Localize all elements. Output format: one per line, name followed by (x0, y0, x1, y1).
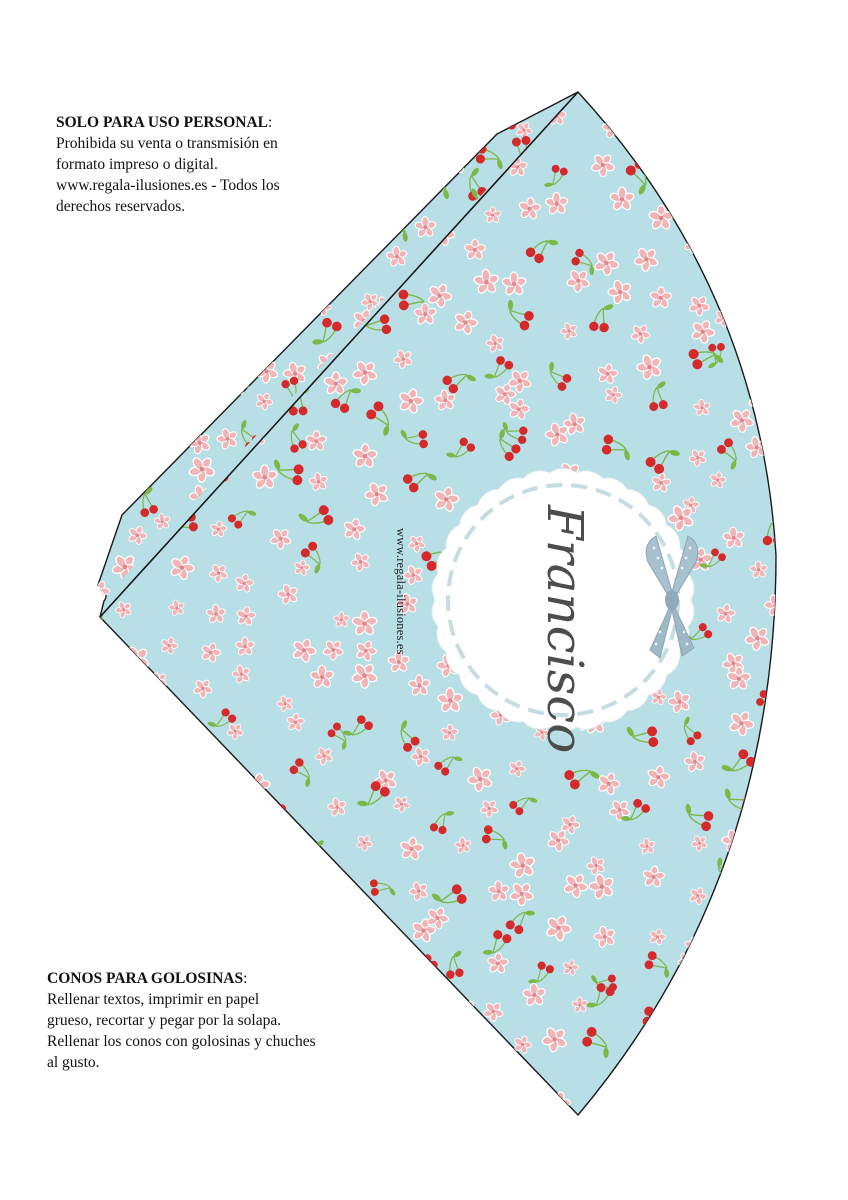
flower-icon (204, 876, 235, 907)
flower-icon (65, 625, 92, 653)
flower-icon (746, 265, 773, 292)
note-personal-line-4: derechos reservados. (56, 198, 186, 215)
flower-icon (242, 926, 277, 961)
flower-icon (69, 351, 101, 382)
flower-icon (317, 65, 354, 101)
flower-icon (117, 462, 149, 493)
cherry-icon (113, 265, 144, 299)
flower-icon (219, 325, 243, 349)
flower-icon (411, 987, 439, 1016)
cherry-icon (472, 75, 504, 104)
note-conos-line-2: grueso, recortar y pegar por la solapa. (47, 1012, 282, 1029)
cherry-icon (308, 261, 339, 290)
cherry-icon (98, 313, 130, 342)
cherry-icon (74, 515, 112, 555)
flower-icon (90, 487, 115, 511)
flower-icon (161, 788, 190, 816)
cherry-icon (516, 62, 547, 95)
flower-icon (187, 263, 223, 299)
flower-icon (431, 157, 452, 177)
flower-icon (143, 236, 173, 265)
flower-icon (152, 342, 184, 373)
flower-icon (314, 247, 344, 276)
flower-icon (276, 243, 306, 273)
flower-icon (78, 218, 112, 252)
flower-icon (668, 997, 686, 1015)
flower-icon (679, 1031, 714, 1065)
flower-icon (246, 249, 274, 277)
note-conos-line-3: Rellenar los conos con golosinas y chuches (47, 1033, 316, 1050)
flower-icon (96, 84, 124, 113)
flower-icon (224, 344, 245, 365)
flower-icon (694, 169, 715, 190)
cherry-icon (182, 320, 212, 347)
flower-icon (258, 918, 293, 953)
cherry-icon (109, 884, 140, 910)
flower-icon (753, 1064, 782, 1094)
flower-icon (183, 361, 208, 386)
cherry-icon (192, 229, 218, 259)
flower-icon (352, 1082, 375, 1105)
flower-icon (134, 375, 167, 407)
flower-icon (85, 445, 113, 472)
flower-icon (349, 79, 374, 104)
flower-icon (773, 241, 797, 266)
flower-icon (711, 212, 736, 237)
flower-icon (266, 845, 292, 871)
cherry-icon (764, 710, 795, 742)
cherry-icon (59, 788, 90, 818)
flower-icon (91, 883, 119, 911)
flower-icon (151, 87, 175, 111)
flower-icon (156, 920, 179, 942)
flower-icon (77, 79, 103, 105)
note-personal-colon: : (268, 114, 273, 131)
flower-icon (266, 243, 297, 274)
flower-icon (147, 760, 177, 789)
cherry-icon (764, 855, 801, 894)
flower-icon (68, 283, 96, 311)
flower-icon (769, 479, 793, 503)
flower-icon (153, 870, 173, 889)
cherry-icon (130, 57, 168, 97)
flower-icon (705, 1012, 729, 1036)
watermark-url: www.regala-ilusiones.es (394, 528, 408, 655)
flower-icon (237, 215, 265, 243)
flower-icon (398, 1077, 433, 1111)
cherry-icon (127, 430, 160, 465)
flower-icon (290, 1078, 313, 1101)
flower-icon (114, 481, 131, 497)
cherry-icon (305, 1072, 341, 1109)
flower-icon (171, 394, 194, 418)
note-personal-heading: SOLO PARA USO PERSONAL (56, 114, 269, 131)
flower-icon (677, 129, 704, 156)
cherry-icon (80, 520, 111, 555)
flower-icon (500, 59, 533, 92)
flower-icon (163, 399, 189, 424)
flower-icon (64, 544, 99, 580)
flower-icon (426, 118, 449, 141)
cherry-icon (375, 129, 413, 164)
note-conos-colon: : (243, 970, 248, 987)
flower-icon (88, 72, 111, 94)
flower-icon (75, 308, 95, 327)
flower-icon (354, 106, 385, 136)
flower-icon (179, 221, 208, 251)
flower-icon (716, 1032, 746, 1062)
flower-icon (642, 62, 674, 95)
cherry-icon (714, 948, 747, 984)
flower-icon (69, 400, 97, 427)
cherry-icon (385, 78, 411, 107)
flower-icon (348, 70, 371, 92)
flower-icon (68, 448, 89, 469)
flower-icon (232, 790, 261, 820)
cherry-icon (149, 318, 183, 348)
flower-icon (246, 271, 278, 302)
flower-icon (163, 234, 197, 269)
flower-icon (108, 235, 142, 269)
flower-icon (163, 263, 187, 286)
flower-icon (102, 405, 129, 431)
cherry-icon (435, 1084, 467, 1112)
cherry-icon (384, 114, 418, 149)
flower-icon (701, 161, 735, 194)
cherry-icon (136, 418, 172, 455)
flower-icon (351, 216, 383, 248)
flower-icon (353, 167, 380, 194)
cherry-icon (747, 372, 778, 401)
flower-icon (310, 69, 337, 95)
flower-icon (151, 282, 171, 301)
flower-icon (166, 734, 188, 757)
note-personal-line-2: formato impreso o digital. (56, 156, 218, 173)
cherry-icon (470, 1039, 503, 1071)
note-conos-line-1: Rellenar textos, imprimir en papel (47, 991, 260, 1008)
cherry-icon (214, 67, 243, 99)
flower-icon (117, 406, 140, 429)
flower-icon (430, 1041, 456, 1067)
flower-icon (745, 848, 767, 869)
flower-icon (168, 79, 191, 102)
cherry-icon (286, 66, 322, 105)
flower-icon (148, 234, 170, 255)
flower-icon (118, 353, 150, 384)
flower-icon (84, 711, 112, 740)
flower-icon (105, 372, 132, 398)
flower-icon (633, 109, 669, 145)
cherry-icon (488, 106, 518, 132)
cherry-icon (103, 703, 140, 739)
cherry-icon (111, 60, 147, 97)
flower-icon (747, 146, 784, 183)
flower-icon (702, 926, 726, 950)
cherry-icon (405, 140, 432, 171)
flower-icon (144, 336, 173, 365)
flower-icon (83, 923, 119, 958)
flower-icon (433, 111, 470, 147)
note-candy-cones (47, 968, 377, 1073)
name-text: Francisco (536, 505, 594, 754)
flower-icon (462, 1086, 491, 1114)
flower-icon (714, 267, 738, 290)
cherry-icon (114, 386, 142, 410)
flower-icon (726, 111, 758, 144)
note-conos-heading: CONOS PARA GOLOSINAS (47, 970, 244, 987)
flower-icon (193, 766, 229, 803)
cherry-icon (683, 83, 722, 121)
flower-icon (421, 85, 449, 112)
flower-icon (719, 63, 744, 87)
flower-icon (717, 228, 736, 246)
cherry-icon (59, 834, 89, 867)
flower-icon (203, 282, 227, 305)
flower-icon (751, 321, 775, 346)
flower-icon (762, 953, 785, 976)
flower-icon (410, 160, 435, 185)
flower-icon (77, 492, 108, 522)
cherry-icon (80, 280, 112, 308)
flower-icon (237, 1079, 265, 1106)
cherry-icon (90, 763, 123, 797)
note-personal-line-1: Prohibida su venta o transmisión en (56, 135, 278, 152)
note-personal-use (56, 112, 356, 217)
flower-icon (229, 317, 254, 342)
flower-icon (743, 795, 766, 819)
cherry-icon (186, 929, 210, 957)
flower-icon (267, 886, 291, 910)
note-personal-line-3: www.regala-ilusiones.es - Todos los (56, 177, 280, 194)
flower-icon (389, 69, 422, 101)
cherry-icon (222, 56, 263, 97)
flower-icon (667, 1072, 697, 1102)
cherry-icon (642, 1006, 673, 1032)
cherry-icon (769, 1026, 800, 1059)
flower-icon (749, 990, 779, 1020)
cherry-icon (261, 802, 286, 831)
flower-icon (765, 183, 788, 206)
flower-icon (407, 1051, 437, 1080)
flower-icon (112, 781, 146, 816)
flower-icon (192, 1083, 210, 1100)
flower-icon (105, 303, 133, 330)
flower-icon (353, 916, 375, 938)
cherry-icon (754, 79, 783, 110)
flower-icon (110, 921, 130, 940)
flower-icon (179, 796, 211, 828)
flower-icon (255, 845, 274, 863)
flower-icon (766, 906, 796, 936)
flower-icon (192, 404, 213, 424)
cherry-icon (436, 74, 476, 113)
flower-icon (192, 316, 228, 352)
flower-icon (109, 458, 138, 486)
flower-icon (213, 261, 239, 287)
flower-icon (635, 1075, 657, 1098)
flower-icon (447, 74, 478, 104)
cherry-icon (315, 928, 344, 959)
flower-icon (246, 239, 279, 272)
cherry-icon (273, 270, 312, 309)
flower-icon (413, 119, 436, 142)
flower-icon (399, 183, 424, 208)
note-conos-line-4: al gusto. (47, 1054, 100, 1071)
flower-icon (388, 102, 412, 125)
flower-icon (196, 824, 222, 850)
flower-icon (101, 262, 133, 294)
cherry-icon (765, 111, 802, 146)
cherry-icon (141, 848, 170, 873)
flower-icon (232, 886, 262, 916)
flower-icon (70, 387, 100, 416)
flower-icon (97, 688, 132, 723)
flower-icon (311, 890, 334, 914)
cherry-icon (135, 315, 174, 356)
flower-icon (485, 82, 511, 108)
flower-icon (86, 423, 114, 451)
flower-icon (68, 562, 92, 587)
flower-icon (60, 227, 91, 258)
flower-icon (209, 345, 239, 374)
flower-icon (219, 257, 242, 280)
flower-icon (609, 77, 633, 100)
flower-icon (241, 266, 265, 289)
cherry-icon (259, 321, 286, 352)
flower-icon (116, 822, 141, 846)
flower-icon (86, 321, 104, 338)
cherry-icon (383, 189, 416, 221)
cherry-icon (116, 1070, 153, 1107)
flower-icon (722, 1082, 759, 1119)
flower-icon (87, 362, 104, 378)
flower-icon (134, 227, 154, 247)
flower-icon (75, 685, 104, 713)
flower-icon (273, 258, 306, 291)
cherry-icon (69, 1074, 101, 1107)
flower-icon (186, 80, 217, 111)
flower-icon (78, 246, 105, 273)
flower-icon (117, 749, 138, 769)
flower-icon (771, 772, 797, 797)
